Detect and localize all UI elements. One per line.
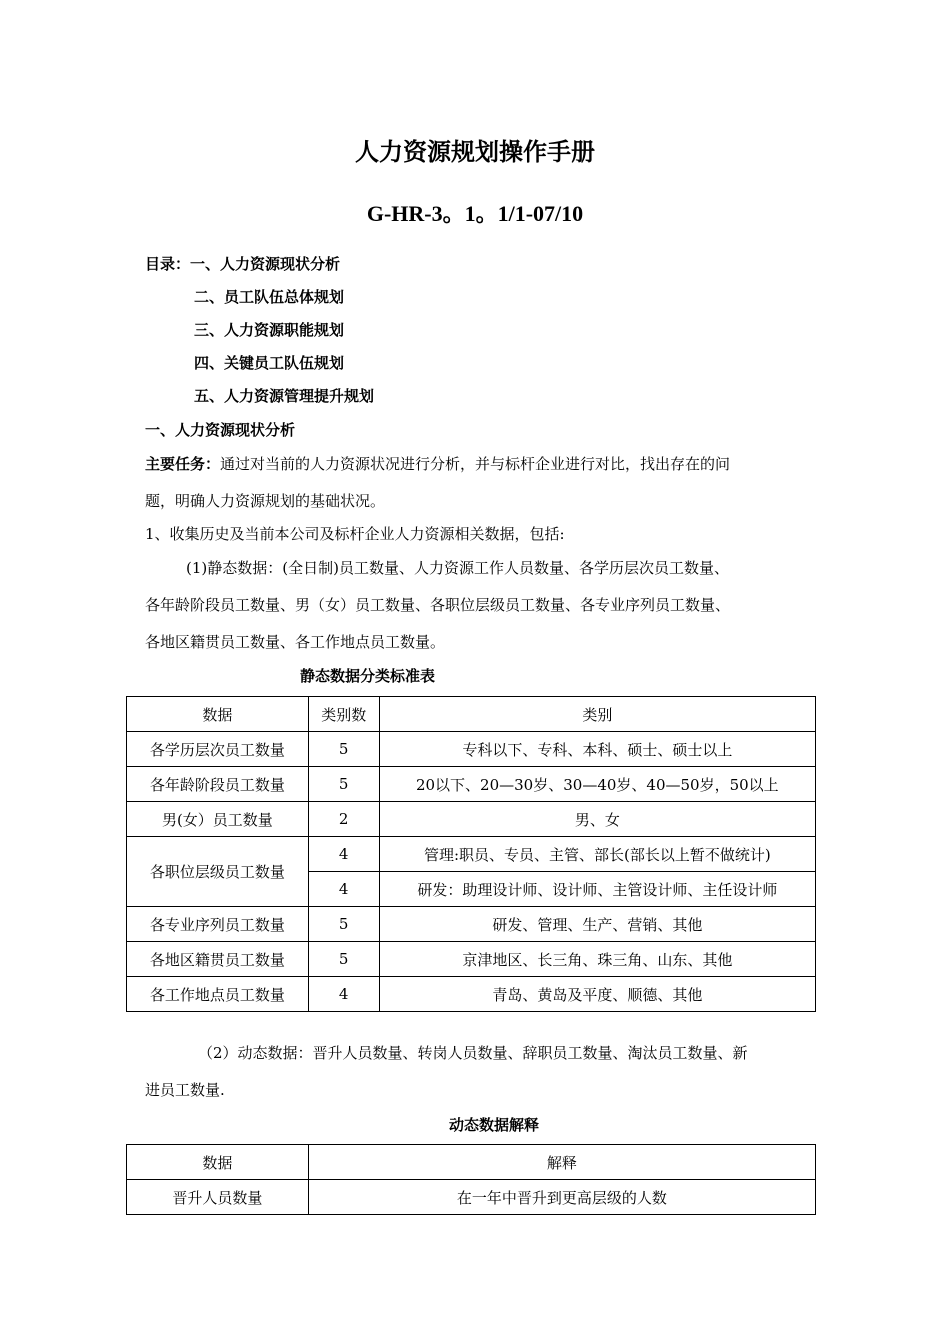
static-data-line: 各年龄阶段员工数量、男（女）员工数量、各职位层级员工数量、各专业序列员工数量、 <box>145 596 731 614</box>
toc-item: 五、人力资源管理提升规划 <box>194 387 375 405</box>
count-cell: 4 <box>308 872 379 907</box>
data-cell: 各职位层级员工数量 <box>127 837 309 907</box>
category-cell: 20以下、20—30岁、30—40岁、40—50岁，50以上 <box>379 767 815 802</box>
count-cell: 4 <box>308 977 379 1012</box>
header-cell: 类别 <box>379 697 815 732</box>
task-text-cont: 题，明确人力资源规划的基础状况。 <box>145 492 386 510</box>
header-cell: 类别数 <box>308 697 379 732</box>
table-header-row <box>127 1145 816 1180</box>
toc-label: 目录： <box>145 255 191 273</box>
data-cell: 男(女）员工数量 <box>127 802 309 837</box>
toc-item: 一、人力资源现状分析 <box>190 255 341 273</box>
dynamic-data-table <box>126 1144 816 1215</box>
static-data-line: (1)静态数据：(全日制)员工数量、人力资源工作人员数量、各学历层次员工数量、 <box>186 559 729 577</box>
task-paragraph <box>145 453 730 474</box>
header-cell: 数据 <box>127 697 309 732</box>
toc-row-1 <box>145 253 340 274</box>
section-heading: 一、人力资源现状分析 <box>145 421 296 439</box>
data-cell: 各学历层次员工数量 <box>127 732 309 767</box>
count-cell: 5 <box>308 907 379 942</box>
toc-item: 二、员工队伍总体规划 <box>194 288 345 306</box>
count-cell: 4 <box>308 837 379 872</box>
category-cell: 管理:职员、专员、主管、部长(部长以上暂不做统计) <box>379 837 815 872</box>
task-label: 主要任务： <box>145 455 221 473</box>
count-cell: 2 <box>308 802 379 837</box>
data-cell: 各地区籍贯员工数量 <box>127 942 309 977</box>
category-cell: 青岛、黄岛及平度、顺德、其他 <box>379 977 815 1012</box>
category-cell: 男、女 <box>379 802 815 837</box>
document-title: 人力资源规划操作手册 <box>355 138 595 166</box>
static-data-table <box>126 696 816 1012</box>
table-row <box>127 802 816 837</box>
collect-item: 1、收集历史及当前本公司及标杆企业人力资源相关数据，包括: <box>145 525 565 543</box>
document-code: G-HR-3。1。1/1-07/10 <box>366 201 584 226</box>
table-row <box>127 767 816 802</box>
count-cell: 5 <box>308 942 379 977</box>
dynamic-table-caption: 动态数据解释 <box>449 1116 540 1134</box>
category-cell: 研发：助理设计师、设计师、主管设计师、主任设计师 <box>379 872 815 907</box>
table-row <box>127 907 816 942</box>
category-cell: 研发、管理、生产、营销、其他 <box>379 907 815 942</box>
count-cell: 5 <box>308 767 379 802</box>
toc-item: 三、人力资源职能规划 <box>194 321 345 339</box>
table-row <box>127 977 816 1012</box>
header-cell: 数据 <box>127 1145 309 1180</box>
table-row <box>127 732 816 767</box>
data-cell: 各专业序列员工数量 <box>127 907 309 942</box>
data-cell: 晋升人员数量 <box>127 1180 309 1215</box>
header-cell: 解释 <box>308 1145 815 1180</box>
count-cell: 5 <box>308 732 379 767</box>
table-row <box>127 837 816 872</box>
toc-item: 四、关键员工队伍规划 <box>194 354 345 372</box>
category-cell: 专科以下、专科、本科、硕士、硕士以上 <box>379 732 815 767</box>
data-cell: 各年龄阶段员工数量 <box>127 767 309 802</box>
static-table-caption: 静态数据分类标准表 <box>300 667 436 685</box>
task-text: 通过对当前的人力资源状况进行分析，并与标杆企业进行对比，找出存在的问 <box>220 455 731 473</box>
dynamic-data-line: （2）动态数据：晋升人员数量、转岗人员数量、辞职员工数量、淘汰员工数量、新 <box>198 1044 748 1062</box>
data-cell: 各工作地点员工数量 <box>127 977 309 1012</box>
explanation-cell: 在一年中晋升到更高层级的人数 <box>308 1180 815 1215</box>
table-row <box>127 1180 816 1215</box>
category-cell: 京津地区、长三角、珠三角、山东、其他 <box>379 942 815 977</box>
table-header-row <box>127 697 816 732</box>
dynamic-data-line: 进员工数量. <box>145 1081 225 1099</box>
static-data-line: 各地区籍贯员工数量、各工作地点员工数量。 <box>145 633 446 651</box>
table-row <box>127 942 816 977</box>
